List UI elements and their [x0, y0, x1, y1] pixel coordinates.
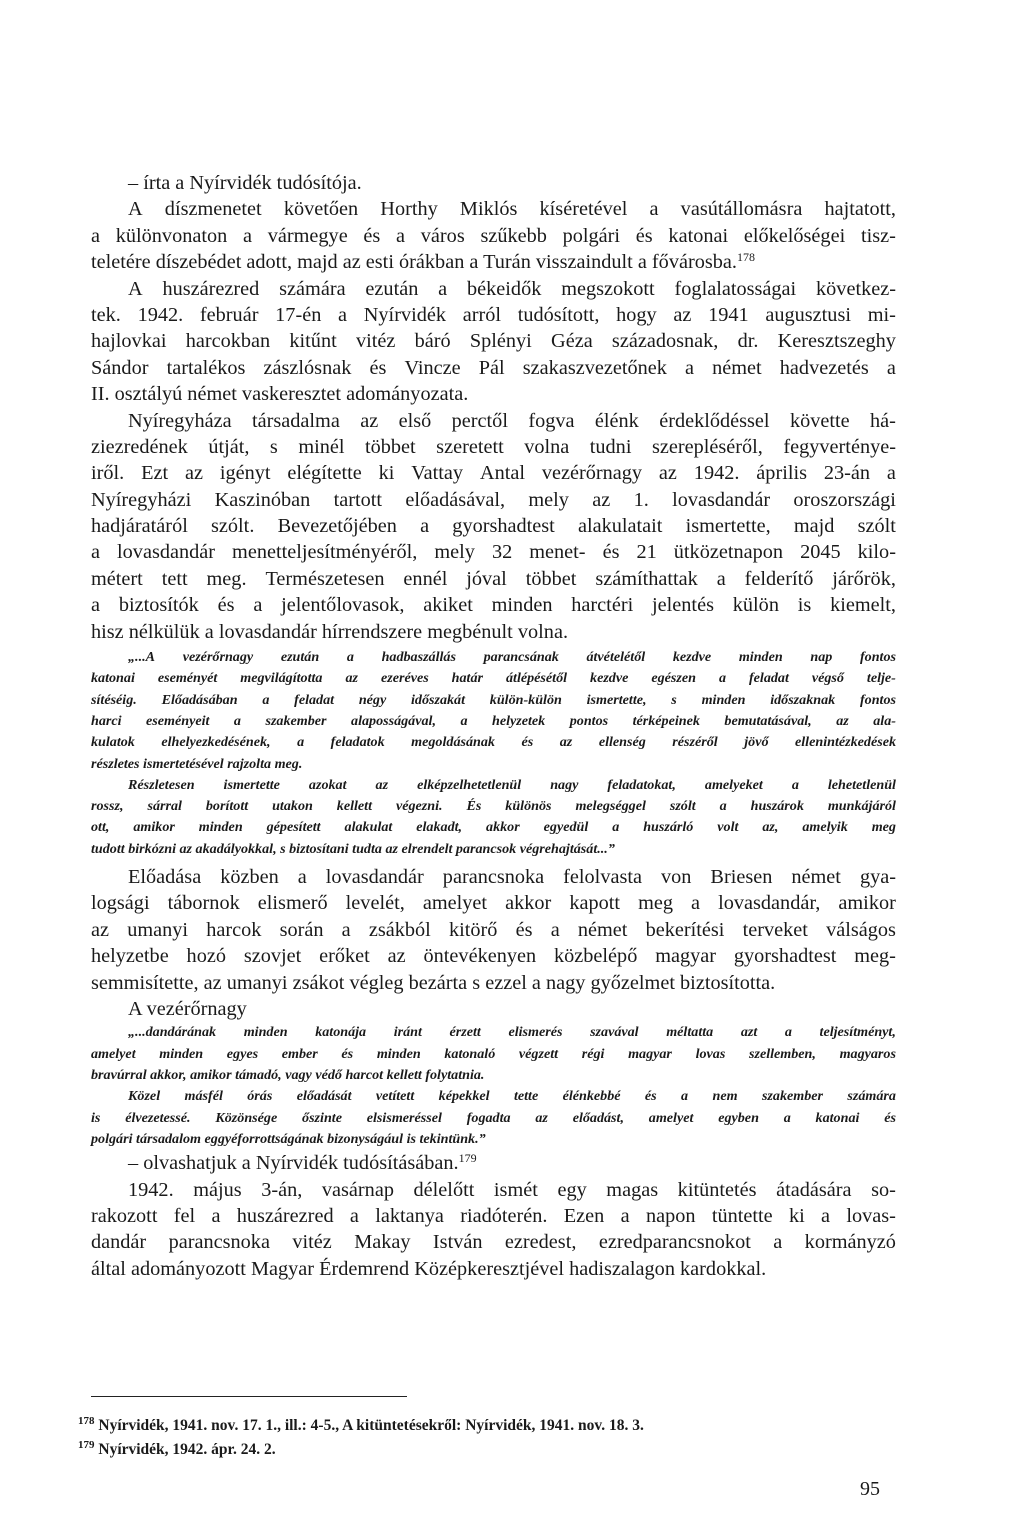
- text-line: logsági tábornok elismerő levelét, amelyet akkor kapott meg a lovasdandár, amikor: [91, 892, 896, 915]
- text-line: kulatok elhelyezkedésének, a feladatok megoldásának és az ellenség részéről jövő ellenintézkedések: [91, 734, 896, 751]
- text-line: hadjáratáról szólt. Bevezetőjében a gyorshadtest alakulatait ismertette, majd szólt: [91, 515, 896, 538]
- quote-block-2: [91, 1022, 896, 1150]
- text-line: Nyíregyháza társadalma az első perctől fogva élénk érdeklődéssel követte há-: [128, 409, 896, 432]
- page-body: [91, 170, 896, 1282]
- text-line: rakozott fel a huszárezred a laktanya riadóterén. Ezen a napon tüntette ki a lovas-: [91, 1204, 896, 1227]
- footnote-179: [78, 1441, 276, 1459]
- text-line: a biztosítók és a jelentőlovasok, akiket minden harctéri jelentés külön is kiemelt,: [91, 594, 896, 617]
- text-line: Részletesen ismertette azokat az elképzelhetetlenül nagy feladatokat, amelyeket a lehetetlenül: [128, 776, 896, 793]
- text-line: rossz, sárral borított utakon kellett végezni. És különös melegséggel szólt a huszárok munkájáról: [91, 798, 896, 815]
- body-paragraphs-3: [91, 1150, 896, 1282]
- text-line: is élvezetessé. Közönsége őszinte elsismeréssel fogadta az előadást, amelyet egyben a katonai és: [91, 1109, 896, 1126]
- text-line: II. osztályú német vaskeresztet adományozata.: [91, 383, 469, 406]
- text-line: hisz nélkülük a lovasdandár hírrendszere megbénult volna.: [91, 620, 569, 643]
- text-line: Közel másfél órás előadását vetített képekkel tette élénkebbé és a nem szakember számára: [128, 1088, 896, 1105]
- body-paragraphs-1: [91, 170, 896, 645]
- text-line: „...A vezérőrnagy ezután a hadbaszállás parancsának átvételétől kezdve minden nap fontos: [128, 649, 896, 666]
- text-line: által adományozott Magyar Érdemrend Középkeresztjével hadiszalagon kardokkal.: [91, 1257, 767, 1280]
- text-line: A huszárezred számára ezután a békeidők megszokott foglalatosságai következ-: [128, 277, 896, 300]
- text-line: harci eseményeit a szakember alaposságával, a helyzetek pontos térképeinek bemutatásával, az ala-: [91, 712, 896, 729]
- footnote-ref: 178: [736, 250, 755, 265]
- text-line: „...dandárának minden katonája iránt érzett elismerés szavával méltatta azt a teljesítményt,: [128, 1024, 896, 1041]
- text-line: métert tett meg. Természetesen ennél jóval többet számíthattak a felderítő járőrök,: [91, 567, 896, 590]
- page-number: 95: [860, 1478, 880, 1500]
- text-line: A díszmenetet követően Horthy Miklós kíséretével a vasútállomásra hajtatott,: [128, 198, 896, 221]
- text-line: az umanyi harcok során a zsákból kitörő és a német bekerítési terveket válságos: [91, 918, 896, 941]
- text-line: bravúrral akkor, amikor támadó, vagy védő harcot kellett folytatnia.: [91, 1066, 485, 1083]
- footnote-178: [78, 1417, 644, 1435]
- text-line: ott, amikor minden gépesített alakulat elakadt, akkor egyedül a huszárló volt az, amelyik meg: [91, 819, 896, 836]
- footnote-ref: 179: [458, 1151, 477, 1166]
- text-line: Nyíregyházi Kaszinóban tartott előadásával, mely az 1. lovasdandár oroszországi: [91, 488, 896, 511]
- text-line: ziezredének útját, s minél többet szeretett volna tudni szerepléséről, fegyverténye-: [91, 435, 896, 458]
- text-line: hajlovkai harcokban kitűnt vitéz báró Splényi Géza századosnak, dr. Keresztszeghy: [91, 330, 896, 353]
- text-line: Sándor tartalékos zászlósnak és Vincze Pál szakaszvezetőnek a német hadvezetés a: [91, 356, 896, 379]
- text-line: 1942. május 3-án, vasárnap délelőtt ismét egy magas kitüntetés átadására so-: [128, 1178, 896, 1201]
- footnote-text: Nyírvidék, 1941. nov. 17. 1., ill.: 4-5., A kitüntetésekről: Nyírvidék, 1941. nov. 18. 3.: [98, 1417, 644, 1434]
- quote-block-1: [91, 647, 896, 860]
- text-line: sítéséig. Előadásában a feladat négy időszakát külön-külön ismertette, s minden időszaknak fontos: [91, 691, 896, 708]
- text-line: helyzetbe hozó szovjet erőket az öntevékenyen közbelépő magyar gyorshadtest meg-: [91, 945, 896, 968]
- body-paragraphs-2: [91, 864, 896, 1022]
- text-line: polgári társadalom eggyéforrottságának bizonyságául is tekintünk.”: [91, 1130, 486, 1147]
- text-line: – írta a Nyírvidék tudósítója.: [128, 172, 362, 194]
- text-line: A vezérőrnagy: [128, 997, 247, 1020]
- text-line: részletes ismertetésével rajzolta meg.: [91, 755, 303, 772]
- text-line: – olvashatjuk a Nyírvidék tudósításában.$^{179}$: [128, 1151, 477, 1175]
- text-line: a lovasdandár menetteljesítményéről, mely 32 menet- és 21 ütközetnapon 2045 kilo-: [91, 541, 896, 564]
- footnote-number: 179: [78, 1439, 95, 1451]
- footnote-text: Nyírvidék, 1942. ápr. 24. 2.: [98, 1441, 276, 1458]
- text-line: katonai eseményét megvilágította az ezeréves határ átlépésétől kezdve egészen a feladat végső telje-: [91, 670, 896, 687]
- text-line: dandár parancsnoka vitéz Makay István ezredest, ezredparancsnokot a kormányzó: [91, 1231, 896, 1254]
- text-line: amelyet minden egyes ember és minden katonaló végzett régi magyar lovas szellemben, magyaros: [91, 1045, 896, 1062]
- text-line: Előadása közben a lovasdandár parancsnoka felolvasta von Briesen német gya-: [128, 866, 896, 888]
- text-line: iről. Ezt az igényt elégítette ki Vattay Antal vezérőrnagy az 1942. április 23-án a: [91, 462, 896, 485]
- text-line: tudott birkózni az akadályokkal, s biztosítani tudta az elrendelt parancsok végrehajtását...”: [91, 840, 615, 857]
- text-line: teletére díszebédet adott, majd az esti órákban a Turán visszaindult a fővárosba.$^{178}$: [91, 250, 755, 274]
- footnote-number: 178: [78, 1415, 95, 1427]
- footnote-rule: [91, 1396, 407, 1397]
- text-line: semmisítette, az umanyi zsákot végleg bezárta s ezzel a nagy győzelmet biztosította.: [91, 971, 776, 994]
- text-line: a különvonaton a vármegye és a város szűkebb polgári és katonai előkelőségei tisz-: [91, 224, 896, 247]
- text-line: tek. 1942. február 17-én a Nyírvidék arról tudósított, hogy az 1941 augusztusi mi-: [91, 303, 896, 326]
